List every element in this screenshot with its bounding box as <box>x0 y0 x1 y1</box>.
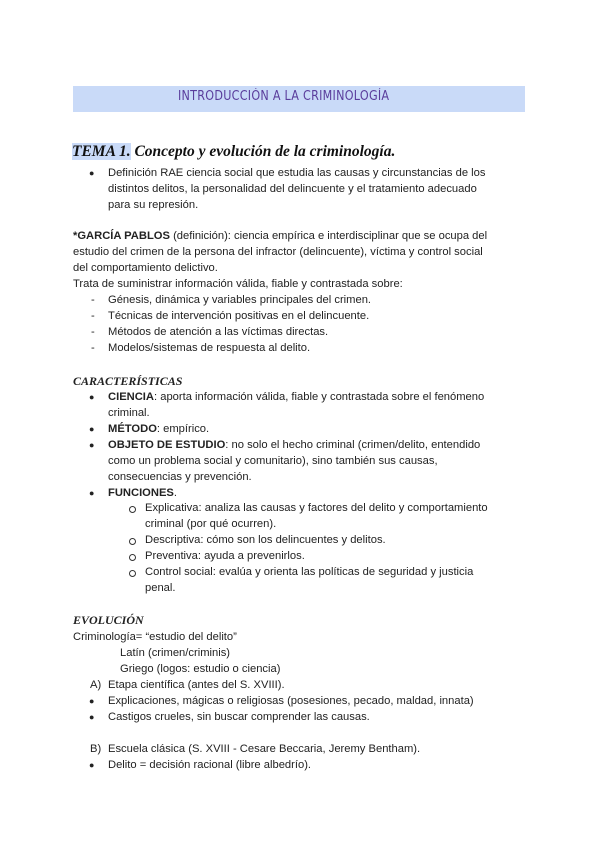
garcia-name: *GARCÍA PABLOS <box>73 230 170 242</box>
bullet-icon: ● <box>89 168 95 178</box>
dash-icon: - <box>91 310 95 322</box>
evolucion-heading: EVOLUCIÓN <box>73 613 144 627</box>
criminologia-def: Criminología= “estudio del delito” <box>73 631 237 643</box>
escuela-clasica: Escuela clásica (S. XVIII - Cesare Beccaria, Jeremy Bentham). <box>108 743 421 755</box>
etapa-item: Explicaciones, mágicas o religiosas (posesiones, pecado, maldad, innata) <box>108 695 474 707</box>
bullet-icon: ● <box>89 424 95 434</box>
bullet-icon: ● <box>89 488 95 498</box>
tema-title: Concepto y evolución de la criminología. <box>130 143 396 160</box>
bullet-icon: ● <box>89 392 95 402</box>
circle-bullet-icon <box>129 506 136 513</box>
garcia-item: Técnicas de intervención positivas en el delincuente. <box>108 310 370 322</box>
metodo-text: : empírico. <box>156 423 210 435</box>
dash-icon: - <box>91 294 95 306</box>
bullet-icon: ● <box>89 760 95 770</box>
etimologia-latin: Latín (crimen/criminis) <box>120 647 231 659</box>
rae-line-1: Definición RAE ciencia social que estudia las causas y circunstancias de los <box>108 167 486 179</box>
etapa-item: Castigos crueles, sin buscar comprender las causas. <box>108 711 370 723</box>
funcion-control-social-2: penal. <box>145 582 176 594</box>
objeto-line-3: consecuencias y prevención. <box>108 471 252 483</box>
funcion-explicativa: Explicativa: analiza las causas y factores del delito y comportamiento <box>145 502 488 514</box>
etimologia-griego: Griego (logos: estudio o ciencia) <box>120 663 281 675</box>
bullet-icon: ● <box>89 696 95 706</box>
ciencia-text: : aporta información válida, fiable y contrastada sobre el fenómeno <box>154 391 485 403</box>
funciones-text: . <box>173 487 177 499</box>
objeto-label: OBJETO DE ESTUDIO <box>108 439 226 451</box>
ciencia-line <box>108 389 484 405</box>
list-label-b: B) <box>90 743 102 755</box>
circle-bullet-icon <box>129 570 136 577</box>
funcion-explicativa-2: criminal (por qué ocurren). <box>145 518 277 530</box>
circle-bullet-icon <box>129 554 136 561</box>
objeto-line <box>108 437 480 453</box>
funciones-line <box>108 485 177 501</box>
caracteristicas-heading: CARACTERÍSTICAS <box>73 374 183 388</box>
metodo-line <box>108 421 209 437</box>
funcion-preventiva: Preventiva: ayuda a prevenirlos. <box>145 550 305 562</box>
ciencia-label: CIENCIA <box>108 391 154 403</box>
rae-line-3: para su represión. <box>108 199 199 211</box>
dash-icon: - <box>91 342 95 354</box>
objeto-text: : no solo el hecho criminal (crimen/delito, entendido <box>225 439 481 451</box>
rae-line-2: distintos delitos, la personalidad del delincuente y el tratamiento adecuado <box>108 183 477 195</box>
tema-heading <box>72 143 395 161</box>
document-title: INTRODUCCIÓN A LA CRIMINOLOGÍA <box>178 89 390 104</box>
garcia-item: Génesis, dinámica y variables principales del crimen. <box>108 294 372 306</box>
funcion-descriptiva: Descriptiva: cómo son los delincuentes y delitos. <box>145 534 386 546</box>
garcia-line-3: del comportamiento delictivo. <box>73 262 218 274</box>
funcion-control-social: Control social: evalúa y orienta las políticas de seguridad y justicia <box>145 566 474 578</box>
title-banner <box>73 86 525 112</box>
dash-icon: - <box>91 326 95 338</box>
garcia-line-2: estudio del crimen de la persona del infractor (delincuente), víctima y control social <box>73 246 483 258</box>
funciones-label: FUNCIONES <box>108 487 174 499</box>
tema-label: TEMA 1. <box>72 143 131 160</box>
garcia-item: Modelos/sistemas de respuesta al delito. <box>108 342 311 354</box>
bullet-icon: ● <box>89 712 95 722</box>
garcia-line-1 <box>73 228 487 244</box>
etapa-cientifica: Etapa científica (antes del S. XVIII). <box>108 679 285 691</box>
garcia-item: Métodos de atención a las víctimas directas. <box>108 326 329 338</box>
garcia-intro: Trata de suministrar información válida, fiable y contrastada sobre: <box>73 278 403 290</box>
garcia-line-1-text: (definición): ciencia empírica e interdisciplinar que se ocupa del <box>169 230 488 242</box>
escuela-item: Delito = decisión racional (libre albedrío). <box>108 759 312 771</box>
objeto-line-2: como un problema social y comunitario), sino también sus causas, <box>108 455 438 467</box>
metodo-label: MÉTODO <box>108 423 157 435</box>
circle-bullet-icon <box>129 538 136 545</box>
ciencia-line-2: criminal. <box>108 407 150 419</box>
list-label-a: A) <box>90 679 102 691</box>
bullet-icon: ● <box>89 440 95 450</box>
